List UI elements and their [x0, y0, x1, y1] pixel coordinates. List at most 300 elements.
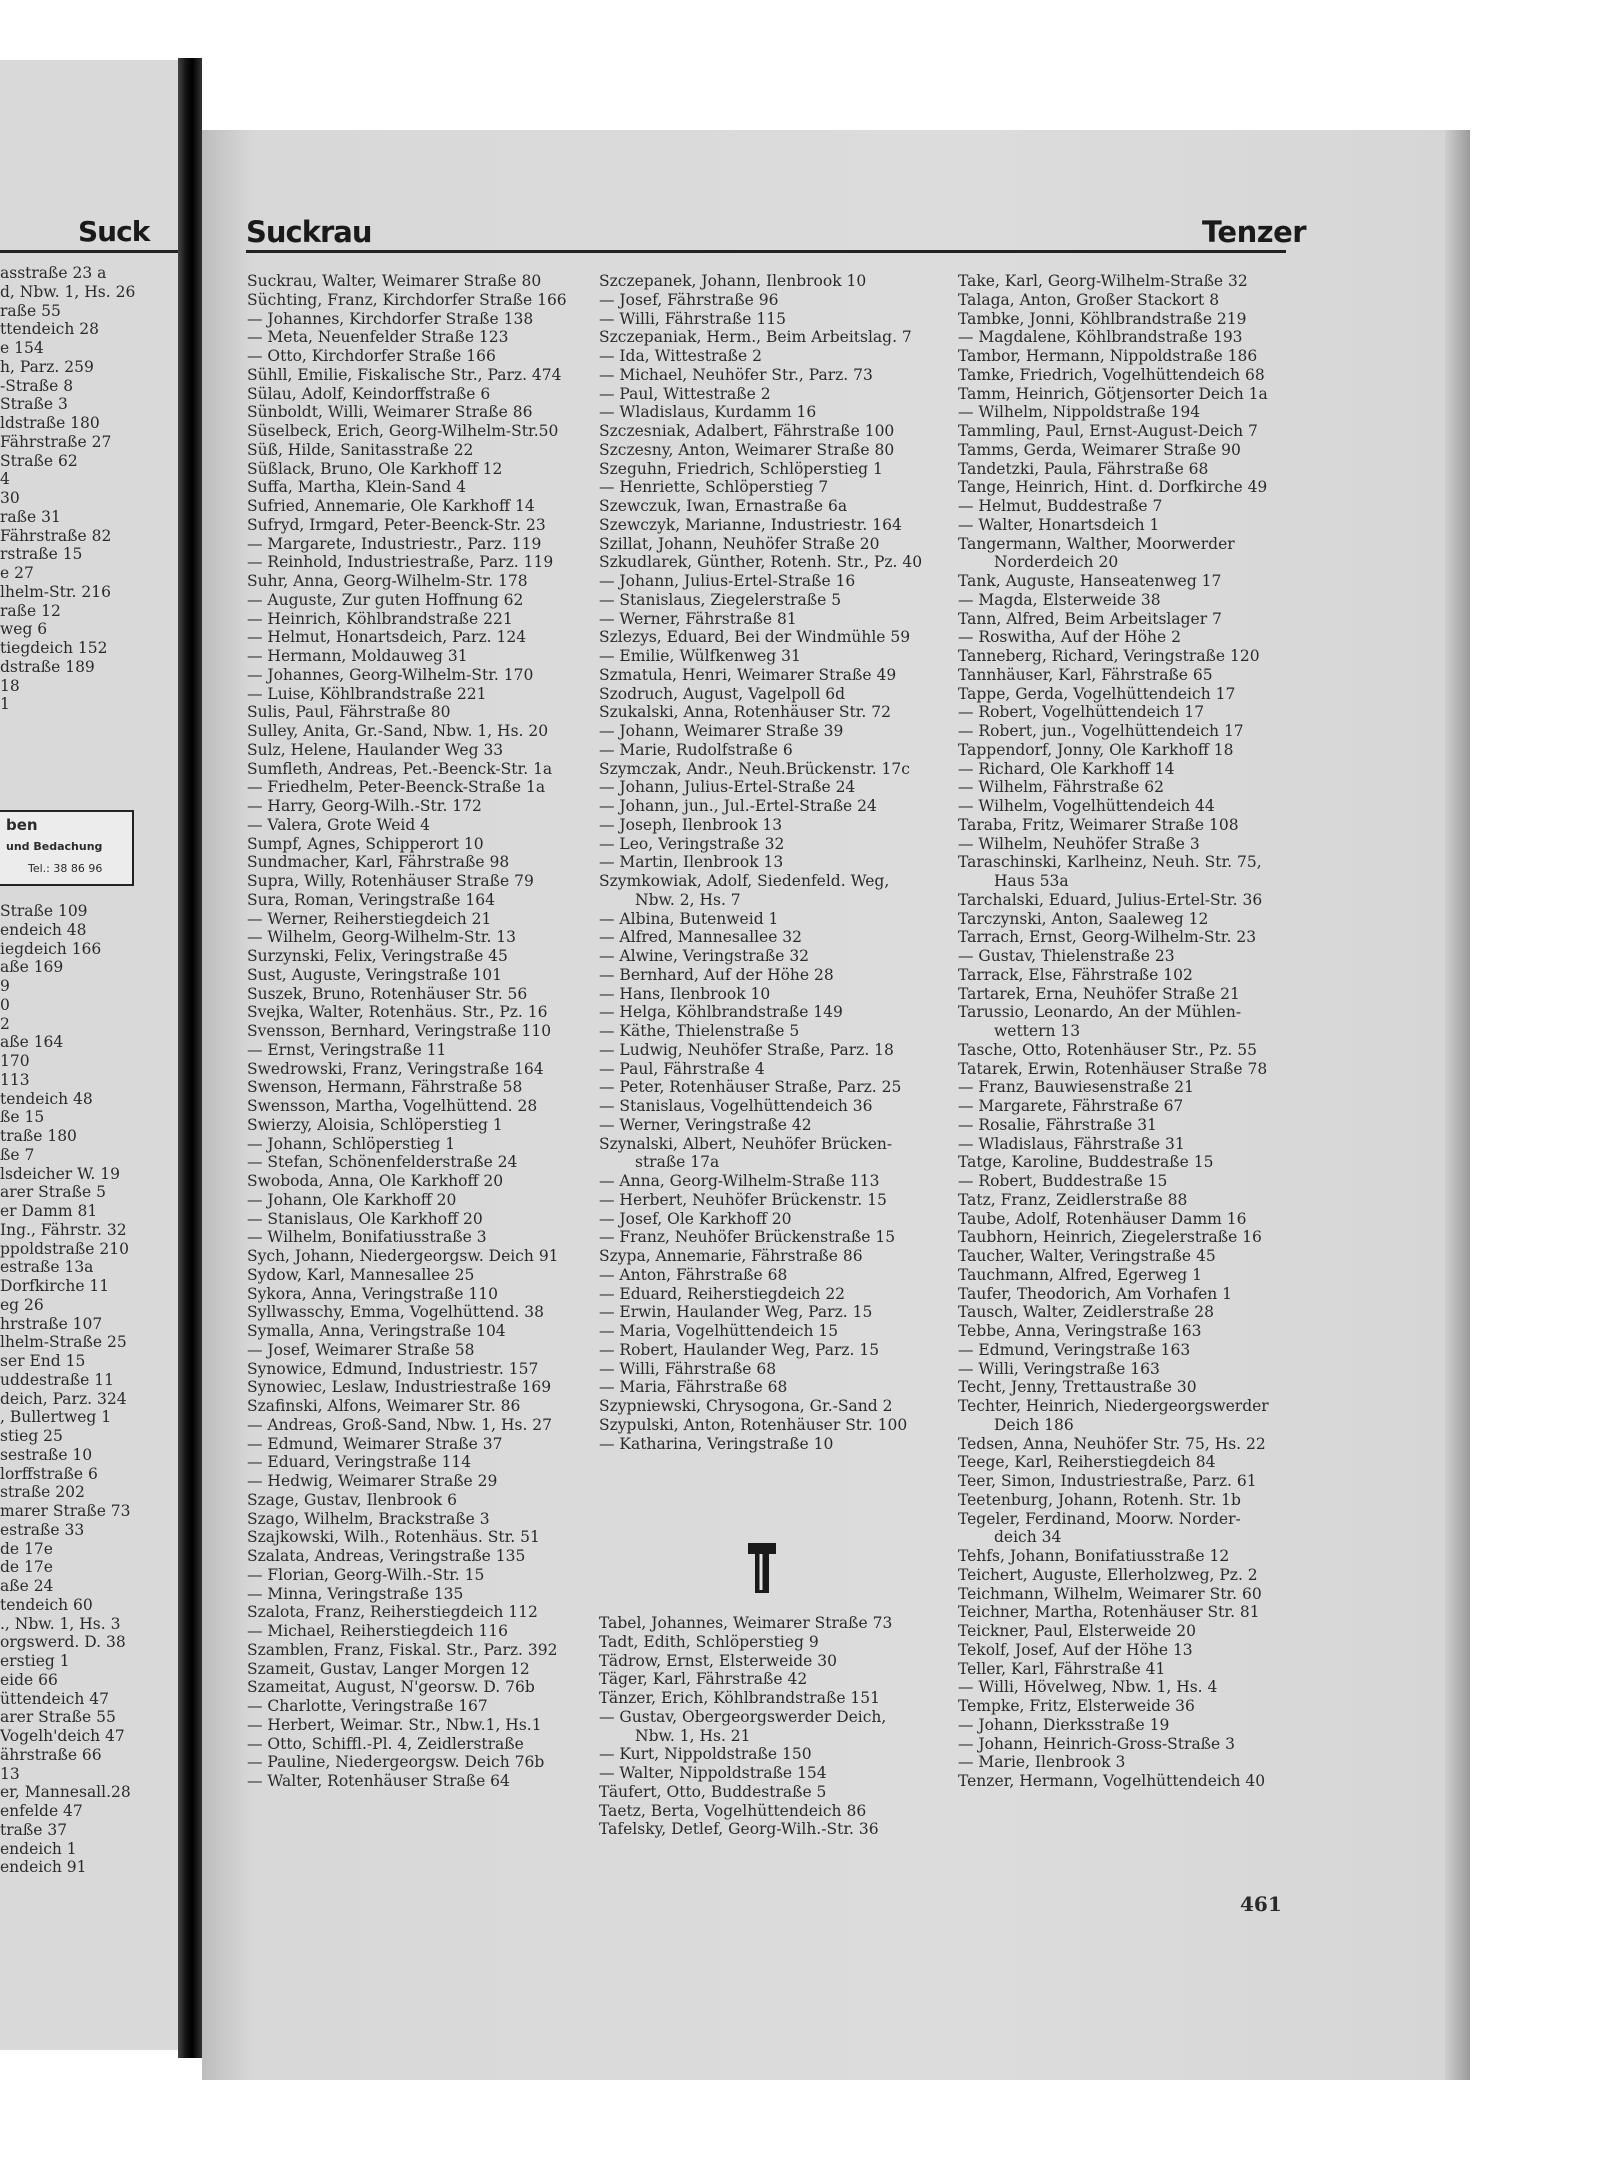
directory-entry: 13: [0, 1764, 20, 1783]
directory-entry: — Magdalene, Köhlbrandstraße 193: [958, 328, 1243, 347]
directory-entry: Sühll, Emilie, Fiskalische Str., Parz. 474: [247, 365, 562, 384]
directory-entry: aße 169: [0, 958, 64, 977]
directory-entry: Tenzer, Hermann, Vogelhüttendeich 40: [958, 1772, 1266, 1790]
directory-entry: — Johann, jun., Jul.-Ertel-Straße 24: [599, 797, 877, 815]
directory-entry: Szlezys, Eduard, Bei der Windmühle 59: [599, 628, 911, 647]
directory-entry: Süßlack, Bruno, Ole Karkhoff 12: [247, 459, 503, 478]
directory-entry: Teichert, Auguste, Ellerholzweg, Pz. 2: [958, 1565, 1258, 1584]
directory-entry: — Harry, Georg-Wilh.-Str. 172: [247, 797, 482, 815]
directory-entry: — Alfred, Mannesallee 32: [599, 928, 803, 947]
directory-entry: ttendeich 28: [0, 320, 99, 339]
directory-entry: eg 26: [0, 1295, 44, 1314]
directory-entry: — Herbert, Weimar. Str., Nbw.1, Hs.1: [247, 1715, 542, 1734]
advertisement-box: [0, 810, 134, 886]
directory-entry: 9: [0, 977, 10, 995]
directory-entry: — Eduard, Reiherstiegdeich 22: [599, 1284, 846, 1303]
directory-entry: Tange, Heinrich, Hint. d. Dorfkirche 49: [958, 478, 1268, 497]
directory-entry: — Luise, Köhlbrandstraße 221: [247, 684, 487, 703]
directory-entry: — Walter, Honartsdeich 1: [958, 515, 1160, 534]
directory-entry: — Margarete, Fährstraße 67: [958, 1097, 1184, 1115]
directory-entry: — Reinhold, Industriestraße, Parz. 119: [247, 553, 554, 572]
directory-entry: dstraße 189: [0, 657, 95, 676]
directory-entry: Szamblen, Franz, Fiskal. Str., Parz. 392: [247, 1640, 558, 1659]
directory-entry: ., Nbw. 1, Hs. 3: [0, 1614, 121, 1633]
directory-entry: Tappe, Gerda, Vogelhüttendeich 17: [958, 684, 1236, 703]
directory-entry: ße 7: [0, 1145, 35, 1164]
directory-entry: Tekolf, Josef, Auf der Höhe 13: [958, 1640, 1193, 1659]
directory-entry: Dorfkirche 11: [0, 1277, 110, 1295]
directory-entry: — Walter, Nippoldstraße 154: [599, 1764, 827, 1782]
directory-entry: — Ludwig, Neuhöfer Straße, Parz. 18: [599, 1040, 894, 1059]
directory-entry: enfelde 47: [0, 1802, 83, 1820]
directory-entry: Tasche, Otto, Rotenhäuser Str., Pz. 55: [958, 1040, 1257, 1059]
directory-entry: Tarchalski, Eduard, Julius-Ertel-Str. 36: [958, 890, 1263, 909]
directory-entry: Szypniewski, Chrysogona, Gr.-Sand 2: [599, 1397, 893, 1415]
directory-entry: Tandetzki, Paula, Fährstraße 68: [958, 459, 1209, 478]
directory-entry: — Käthe, Thielenstraße 5: [599, 1022, 800, 1040]
directory-entry: Suffa, Martha, Klein-Sand 4: [247, 478, 466, 497]
directory-entry: Szajkowski, Wilh., Rotenhäus. Str. 51: [247, 1528, 540, 1547]
directory-entry: Teege, Karl, Reiherstiegdeich 84: [958, 1453, 1216, 1472]
section-letter-t-text: T: [747, 1542, 748, 1543]
directory-entry: — Otto, Schiffl.-Pl. 4, Zeidlerstraße: [247, 1734, 524, 1753]
directory-entry: Tann, Alfred, Beim Arbeitslager 7: [958, 609, 1222, 628]
directory-entry: traße 37: [0, 1820, 68, 1839]
directory-entry: — Wladislaus, Fährstraße 31: [958, 1134, 1185, 1153]
directory-entry: — Wilhelm, Georg-Wilhelm-Str. 13: [247, 928, 517, 947]
directory-entry: — Roswitha, Auf der Höhe 2: [958, 628, 1181, 647]
directory-entry: — Marie, Rudolfstraße 6: [599, 740, 793, 759]
directory-entry: Szameitat, August, N'georsw. D. 76b: [247, 1678, 535, 1697]
directory-entry: Swenson, Hermann, Fährstraße 58: [247, 1078, 523, 1097]
advertisement-subtitle: und Bedachung: [6, 840, 103, 853]
directory-entry: — Michael, Reiherstiegdeich 116: [247, 1622, 508, 1640]
directory-entry: — Minna, Veringstraße 135: [247, 1584, 464, 1603]
directory-entry: — Stefan, Schönenfelderstraße 24: [247, 1153, 518, 1172]
directory-entry: Sufryd, Irmgard, Peter-Beenck-Str. 23: [247, 515, 546, 534]
directory-entry: Tarussio, Leonardo, An der Mühlen-: [958, 1003, 1242, 1022]
directory-entry: Techt, Jenny, Trettaustraße 30: [958, 1378, 1197, 1397]
directory-entry: — Ida, Wittestraße 2: [599, 347, 762, 365]
page-number: 461: [1240, 1892, 1282, 1916]
directory-entry: Sych, Johann, Niedergeorgsw. Deich 91: [247, 1247, 559, 1265]
directory-entry: — Johann, Schlöperstieg 1: [247, 1134, 456, 1153]
directory-entry: Täger, Karl, Fährstraße 42: [599, 1670, 808, 1689]
directory-entry: Tambor, Hermann, Nippoldstraße 186: [958, 347, 1258, 365]
directory-entry: — Bernhard, Auf der Höhe 28: [599, 965, 834, 984]
directory-entry: weg 6: [0, 620, 48, 639]
directory-entry: — Alwine, Veringstraße 32: [599, 947, 810, 965]
directory-entry: Szczesny, Anton, Weimarer Straße 80: [599, 440, 895, 459]
directory-entry: Szillat, Johann, Neuhöfer Straße 20: [599, 534, 880, 553]
directory-entry: Nbw. 1, Hs. 21: [635, 1726, 751, 1745]
directory-entry: Swierzy, Aloisia, Schlöperstieg 1: [247, 1115, 503, 1134]
directory-column-3: [958, 272, 1288, 1791]
previous-page-entries-upper: [0, 264, 175, 714]
directory-entry: 18: [0, 676, 20, 695]
directory-entry: — Johann, Julius-Ertel-Straße 24: [599, 778, 856, 797]
directory-entry: Fährstraße 82: [0, 526, 112, 545]
header-rule: [246, 250, 1286, 253]
directory-entry: endeich 1: [0, 1839, 77, 1858]
directory-entry: — Otto, Kirchdorfer Straße 166: [247, 347, 496, 365]
directory-entry: Sulz, Helene, Haulander Weg 33: [247, 740, 504, 759]
directory-entry: Szewczyk, Marianne, Industriestr. 164: [599, 515, 902, 534]
directory-entry: — Pauline, Niedergeorgsw. Deich 76b: [247, 1753, 545, 1772]
directory-entry: straße 17a: [635, 1153, 720, 1172]
directory-entry: Szage, Gustav, Ilenbrook 6: [247, 1490, 457, 1509]
directory-entry: Taraschinski, Karlheinz, Neuh. Str. 75,: [958, 853, 1262, 872]
directory-entry: Szypa, Annemarie, Fährstraße 86: [599, 1247, 863, 1265]
directory-entry: — Erwin, Haulander Weg, Parz. 15: [599, 1303, 873, 1322]
directory-entry: raße 31: [0, 507, 61, 526]
directory-entry: Taucher, Walter, Veringstraße 45: [958, 1247, 1216, 1265]
running-header-right: Tenzer: [1202, 215, 1307, 249]
previous-page-header-rule: [0, 250, 178, 253]
directory-entry: Szczepanek, Johann, Ilenbrook 10: [599, 272, 867, 290]
directory-entry: — Valera, Grote Weid 4: [247, 815, 431, 834]
directory-entry: — Leo, Veringstraße 32: [599, 834, 785, 853]
directory-entry: — Willi, Fährstraße 115: [599, 309, 786, 328]
directory-entry: — Stanislaus, Ole Karkhoff 20: [247, 1209, 483, 1228]
book-binding: [178, 58, 202, 2058]
directory-entry: 170: [0, 1052, 30, 1070]
directory-entry: — Stanislaus, Vogelhüttendeich 36: [599, 1097, 873, 1115]
directory-entry: — Wilhelm, Nippoldstraße 194: [958, 403, 1201, 422]
directory-entry: — Gustav, Thielenstraße 23: [958, 947, 1175, 965]
advertisement-phone: Tel.: 38 86 96: [28, 862, 103, 875]
directory-entry: — Richard, Ole Karkhoff 14: [958, 759, 1175, 778]
directory-entry: e 154: [0, 339, 44, 357]
directory-entry: Taufer, Theodorich, Am Vorhafen 1: [958, 1284, 1233, 1303]
directory-entry: arer Straße 5: [0, 1183, 106, 1202]
directory-entry: Vogelh'deich 47: [0, 1727, 125, 1745]
directory-entry: — Florian, Georg-Wilh.-Str. 15: [247, 1565, 485, 1584]
directory-entry: de 17e: [0, 1539, 53, 1558]
directory-entry: Tedsen, Anna, Neuhöfer Str. 75, Hs. 22: [958, 1434, 1266, 1453]
directory-entry: iegdeich 166: [0, 939, 102, 958]
directory-entry: — Willi, Fährstraße 68: [599, 1359, 777, 1378]
directory-entry: Teller, Karl, Fährstraße 41: [958, 1659, 1166, 1678]
directory-entry: Tambke, Jonni, Köhlbrandstraße 219: [958, 309, 1247, 328]
directory-entry: tendeich 48: [0, 1089, 93, 1108]
directory-entry: 2: [0, 1014, 10, 1033]
directory-entry: Supra, Willy, Rotenhäuser Straße 79: [247, 872, 534, 890]
directory-entry: Szameit, Gustav, Langer Morgen 12: [247, 1659, 530, 1678]
directory-entry: 0: [0, 995, 10, 1014]
directory-entry: Tappendorf, Jonny, Ole Karkhoff 18: [958, 740, 1234, 759]
directory-entry: deich 34: [994, 1528, 1062, 1547]
directory-entry: — Robert, Vogelhüttendeich 17: [958, 703, 1205, 722]
directory-entry: Sünboldt, Willi, Weimarer Straße 86: [247, 403, 533, 422]
directory-entry: Teetenburg, Johann, Rotenh. Str. 1b: [958, 1490, 1241, 1509]
directory-entry: Swedrowski, Franz, Veringstraße 164: [247, 1059, 544, 1078]
directory-entry: Tehfs, Johann, Bonifatiusstraße 12: [958, 1547, 1230, 1565]
directory-entry: Teichner, Martha, Rotenhäuser Str. 81: [958, 1603, 1260, 1622]
directory-entry: Szymczak, Andr., Neuh.Brückenstr. 17c: [599, 759, 910, 778]
directory-entry: Tamm, Heinrich, Götjensorter Deich 1a: [958, 384, 1268, 403]
directory-entry: Straße 62: [0, 451, 78, 470]
directory-entry: aße 164: [0, 1033, 64, 1052]
directory-entry: ldstraße 180: [0, 414, 100, 432]
directory-entry: Tangermann, Walther, Moorwerder: [958, 534, 1235, 553]
directory-entry: — Charlotte, Veringstraße 167: [247, 1697, 488, 1715]
directory-entry: Tatge, Karoline, Buddestraße 15: [958, 1153, 1214, 1172]
directory-entry: 4: [0, 470, 10, 489]
directory-entry: Tegeler, Ferdinand, Moorw. Norder-: [958, 1509, 1241, 1528]
directory-entry: Fährstraße 27: [0, 432, 112, 451]
directory-entry: Tempke, Fritz, Elsterweide 36: [958, 1697, 1195, 1715]
directory-entry: lorffstraße 6: [0, 1464, 98, 1483]
directory-entry: Nbw. 2, Hs. 7: [635, 890, 741, 909]
advertisement-title: ben: [6, 816, 38, 834]
directory-entry: traße 180: [0, 1127, 77, 1145]
directory-entry: Tartarek, Erna, Neuhöfer Straße 21: [958, 984, 1240, 1003]
directory-entry: Szypulski, Anton, Rotenhäuser Str. 100: [599, 1415, 908, 1434]
directory-entry: er Damm 81: [0, 1202, 98, 1220]
directory-entry: — Josef, Ole Karkhoff 20: [599, 1209, 792, 1228]
directory-entry: Norderdeich 20: [994, 553, 1119, 572]
directory-entry: Tarrack, Else, Fährstraße 102: [958, 965, 1193, 984]
directory-entry: Szeguhn, Friedrich, Schlöperstieg 1: [599, 459, 883, 478]
directory-entry: — Edmund, Veringstraße 163: [958, 1340, 1191, 1359]
directory-entry: Tamke, Friedrich, Vogelhüttendeich 68: [958, 365, 1265, 384]
directory-entry: endeich 48: [0, 920, 87, 939]
directory-entry: Sykora, Anna, Veringstraße 110: [247, 1284, 498, 1303]
directory-entry: üttendeich 47: [0, 1689, 109, 1708]
directory-entry: — Maria, Vogelhüttendeich 15: [599, 1322, 839, 1340]
directory-entry: Suhr, Anna, Georg-Wilhelm-Str. 178: [247, 572, 528, 590]
directory-entry: Tank, Auguste, Hanseatenweg 17: [958, 572, 1222, 590]
directory-entry: Szewczuk, Iwan, Ernastraße 6a: [599, 497, 848, 515]
directory-entry: — Franz, Neuhöfer Brückenstraße 15: [599, 1228, 896, 1247]
directory-entry: marer Straße 73: [0, 1502, 131, 1520]
directory-entry: Teer, Simon, Industriestraße, Parz. 61: [958, 1472, 1257, 1490]
directory-entry: Süselbeck, Erich, Georg-Wilhelm-Str.50: [247, 422, 559, 440]
directory-entry: Szalata, Andreas, Veringstraße 135: [247, 1547, 526, 1565]
directory-entry: — Anna, Georg-Wilhelm-Straße 113: [599, 1172, 880, 1190]
directory-entry: — Robert, Buddestraße 15: [958, 1172, 1168, 1190]
directory-entry: erstieg 1: [0, 1652, 70, 1670]
directory-entry: Suszek, Bruno, Rotenhäuser Str. 56: [247, 984, 528, 1003]
directory-entry: — Johann, Heinrich-Gross-Straße 3: [958, 1734, 1235, 1753]
directory-entry: — Paul, Fährstraße 4: [599, 1059, 765, 1078]
directory-entry: raße 55: [0, 301, 61, 320]
directory-entry: uddestraße 11: [0, 1370, 115, 1389]
directory-entry: estraße 33: [0, 1520, 85, 1539]
directory-entry: — Helga, Köhlbrandstraße 149: [599, 1003, 843, 1022]
directory-entry: — Johann, Dierksstraße 19: [958, 1715, 1170, 1734]
directory-entry: lhelm-Str. 216: [0, 582, 111, 601]
directory-entry: Szafinski, Alfons, Weimarer Str. 86: [247, 1397, 521, 1415]
directory-entry: Tanneberg, Richard, Veringstraße 120: [958, 647, 1260, 665]
directory-entry: — Henriette, Schlöperstieg 7: [599, 478, 829, 497]
directory-entry: — Magda, Elsterweide 38: [958, 590, 1161, 609]
directory-entry: Sulis, Paul, Fährstraße 80: [247, 703, 451, 722]
directory-entry: — Herbert, Neuhöfer Brückenstr. 15: [599, 1190, 887, 1209]
directory-entry: ße 15: [0, 1108, 45, 1127]
directory-entry: hrstraße 107: [0, 1314, 103, 1333]
directory-entry: — Johannes, Georg-Wilhelm-Str. 170: [247, 665, 534, 684]
directory-entry: ppoldstraße 210: [0, 1239, 129, 1258]
directory-entry: — Peter, Rotenhäuser Straße, Parz. 25: [599, 1078, 902, 1097]
directory-entry: Tatz, Franz, Zeidlerstraße 88: [958, 1190, 1188, 1209]
directory-entry: — Edmund, Weimarer Straße 37: [247, 1434, 503, 1453]
directory-entry: Täufert, Otto, Buddestraße 5: [599, 1782, 827, 1801]
previous-page-fragment: [0, 60, 178, 2050]
directory-entry: — Albina, Butenweid 1: [599, 909, 779, 928]
directory-entry: Szczepaniak, Herm., Beim Arbeitslag. 7: [599, 328, 912, 347]
directory-entry: — Auguste, Zur guten Hoffnung 62: [247, 590, 524, 609]
directory-entry: tiegdeich 152: [0, 639, 108, 657]
directory-entry: Sülau, Adolf, Keindorffstraße 6: [247, 384, 491, 403]
directory-entry: Tausch, Walter, Zeidlerstraße 28: [958, 1303, 1214, 1322]
directory-entry: endeich 91: [0, 1858, 87, 1877]
directory-entry: Szodruch, August, Vagelpoll 6d: [599, 684, 846, 703]
directory-entry: Teichmann, Wilhelm, Weimarer Str. 60: [958, 1584, 1262, 1603]
directory-entry: — Josef, Fährstraße 96: [599, 290, 779, 309]
directory-entry: Tammling, Paul, Ernst-August-Deich 7: [958, 422, 1258, 440]
directory-entry: Taraba, Fritz, Weimarer Straße 108: [958, 815, 1239, 834]
directory-entry: — Martin, Ilenbrook 13: [599, 853, 784, 872]
directory-entry: — Werner, Veringstraße 42: [599, 1115, 812, 1134]
directory-entry: 30: [0, 489, 20, 507]
directory-column-1: [247, 272, 587, 1791]
directory-entry: — Johann, Julius-Ertel-Straße 16: [599, 572, 856, 590]
directory-entry: Sura, Roman, Veringstraße 164: [247, 890, 495, 909]
directory-entry: Taube, Adolf, Rotenhäuser Damm 16: [958, 1209, 1247, 1228]
directory-entry: Teickner, Paul, Elsterweide 20: [958, 1622, 1197, 1640]
directory-entry: — Michael, Neuhöfer Str., Parz. 73: [599, 365, 873, 384]
directory-entry: Sust, Auguste, Veringstraße 101: [247, 965, 503, 984]
directory-entry: — Johann, Ole Karkhoff 20: [247, 1190, 457, 1209]
directory-entry: Swensson, Martha, Vogelhüttend. 28: [247, 1097, 538, 1115]
directory-entry: Sydow, Karl, Mannesallee 25: [247, 1265, 475, 1284]
directory-entry: — Eduard, Veringstraße 114: [247, 1453, 472, 1472]
directory-entry: — Hedwig, Weimarer Straße 29: [247, 1472, 498, 1490]
directory-entry: tendeich 60: [0, 1595, 93, 1614]
directory-entry: — Wilhelm, Bonifatiusstraße 3: [247, 1228, 487, 1247]
directory-entry: — Wilhelm, Vogelhüttendeich 44: [958, 797, 1215, 815]
directory-entry: — Heinrich, Köhlbrandstraße 221: [247, 609, 513, 628]
directory-entry: — Gustav, Obergeorgswerder Deich,: [599, 1707, 887, 1726]
directory-entry: Symalla, Anna, Veringstraße 104: [247, 1322, 506, 1340]
directory-entry: — Werner, Reiherstiegdeich 21: [247, 909, 492, 928]
directory-entry: — Anton, Fährstraße 68: [599, 1265, 788, 1284]
directory-entry: — Johann, Weimarer Straße 39: [599, 722, 844, 740]
directory-entry: Szczesniak, Adalbert, Fährstraße 100: [599, 422, 895, 440]
directory-entry: Tamms, Gerda, Weimarer Straße 90: [958, 440, 1241, 459]
directory-entry: Szalota, Franz, Reiherstiegdeich 112: [247, 1603, 538, 1622]
directory-entry: raße 12: [0, 601, 61, 620]
directory-entry: Tadt, Edith, Schlöperstieg 9: [599, 1632, 819, 1651]
directory-entry: h, Parz. 259: [0, 357, 94, 376]
directory-entry: eide 66: [0, 1670, 58, 1689]
directory-entry: — Hans, Ilenbrook 10: [599, 984, 771, 1003]
directory-entry: — Katharina, Veringstraße 10: [599, 1434, 834, 1453]
directory-entry: Taetz, Berta, Vogelhüttendeich 86: [599, 1801, 867, 1820]
page-edge-shadow: [1445, 130, 1470, 2080]
directory-entry: Synowiec, Leslaw, Industriestraße 169: [247, 1378, 552, 1397]
directory-entry: Szukalski, Anna, Rotenhäuser Str. 72: [599, 703, 891, 722]
section-letter-t: [747, 1542, 777, 1594]
directory-entry: Haus 53a: [994, 872, 1069, 890]
directory-entry: — Paul, Wittestraße 2: [599, 384, 771, 403]
directory-entry: Swoboda, Anna, Ole Karkhoff 20: [247, 1172, 504, 1190]
directory-entry: Suckrau, Walter, Weimarer Straße 80: [247, 272, 542, 290]
directory-entry: Szkudlarek, Günther, Rotenh. Str., Pz. 40: [599, 553, 923, 572]
directory-entry: — Hermann, Moldauweg 31: [247, 647, 468, 665]
directory-entry: er, Mannesall.28: [0, 1783, 131, 1802]
directory-column-2: [599, 272, 939, 1453]
directory-entry: Süß, Hilde, Sanitasstraße 22: [247, 440, 474, 459]
directory-entry: Svensson, Bernhard, Veringstraße 110: [247, 1022, 552, 1040]
directory-entry: — Helmut, Buddestraße 7: [958, 497, 1163, 515]
directory-entry: Sufried, Annemarie, Ole Karkhoff 14: [247, 497, 535, 515]
directory-entry: — Maria, Fährstraße 68: [599, 1378, 788, 1397]
directory-entry: Take, Karl, Georg-Wilhelm-Straße 32: [958, 272, 1248, 290]
directory-entry: — Stanislaus, Ziegelerstraße 5: [599, 590, 842, 609]
directory-entry: — Willi, Veringstraße 163: [958, 1359, 1160, 1378]
directory-entry: Sulley, Anita, Gr.-Sand, Nbw. 1, Hs. 20: [247, 722, 549, 740]
directory-entry: arer Straße 55: [0, 1708, 116, 1727]
directory-entry: Surzynski, Felix, Veringstraße 45: [247, 947, 508, 965]
directory-entry: Deich 186: [994, 1415, 1074, 1434]
directory-entry: Sumpf, Agnes, Schipperort 10: [247, 834, 484, 853]
directory-entry: Straße 3: [0, 395, 68, 414]
directory-entry: Szymkowiak, Adolf, Siedenfeld. Weg,: [599, 872, 890, 890]
directory-entry: straße 202: [0, 1483, 85, 1502]
directory-entry: ährstraße 66: [0, 1745, 102, 1764]
directory-entry: — Joseph, Ilenbrook 13: [599, 815, 783, 834]
directory-entry: de 17e: [0, 1558, 53, 1577]
directory-entry: — Robert, Haulander Weg, Parz. 15: [599, 1340, 880, 1359]
running-header-left: Suckrau: [246, 215, 372, 249]
directory-entry: — Wladislaus, Kurdamm 16: [599, 403, 817, 422]
directory-entry: -Straße 8: [0, 376, 74, 395]
directory-entry: estraße 13a: [0, 1258, 94, 1277]
directory-entry: Straße 109: [0, 902, 88, 920]
directory-entry: ser End 15: [0, 1352, 86, 1370]
directory-entry: orgswerd. D. 38: [0, 1633, 126, 1652]
directory-entry: — Ernst, Veringstraße 11: [247, 1040, 447, 1059]
directory-entry: Synowice, Edmund, Industriestr. 157: [247, 1359, 539, 1378]
directory-entry: Tarrach, Ernst, Georg-Wilhelm-Str. 23: [958, 928, 1257, 947]
directory-entry: — Willi, Hövelweg, Nbw. 1, Hs. 4: [958, 1678, 1218, 1697]
directory-entry: Tatarek, Erwin, Rotenhäuser Straße 78: [958, 1059, 1268, 1078]
directory-entry: — Rosalie, Fährstraße 31: [958, 1115, 1157, 1134]
directory-entry: Taubhorn, Heinrich, Ziegelerstraße 16: [958, 1228, 1262, 1247]
directory-entry: Ing., Fährstr. 32: [0, 1220, 127, 1239]
directory-entry: Tabel, Johannes, Weimarer Straße 73: [599, 1614, 893, 1632]
directory-entry: Techter, Heinrich, Niedergeorgswerder: [958, 1397, 1269, 1415]
directory-entry: — Emilie, Wülfkenweg 31: [599, 647, 801, 665]
directory-entry: — Johannes, Kirchdorfer Straße 138: [247, 309, 534, 328]
directory-entry: — Josef, Weimarer Straße 58: [247, 1340, 475, 1359]
directory-entry: Svejka, Walter, Rotenhäus. Str., Pz. 16: [247, 1003, 548, 1022]
directory-entry: wettern 13: [994, 1022, 1081, 1040]
directory-entry: 113: [0, 1070, 30, 1089]
directory-entry: deich, Parz. 324: [0, 1389, 127, 1408]
directory-entry: — Franz, Bauwiesenstraße 21: [958, 1078, 1194, 1097]
directory-entry: — Andreas, Groß-Sand, Nbw. 1, Hs. 27: [247, 1415, 553, 1434]
directory-entry: — Wilhelm, Neuhöfer Straße 3: [958, 834, 1200, 853]
directory-entry: — Meta, Neuenfelder Straße 123: [247, 328, 509, 347]
directory-entry: Syllwasschy, Emma, Vogelhüttend. 38: [247, 1303, 544, 1322]
directory-entry: — Kurt, Nippoldstraße 150: [599, 1745, 812, 1764]
directory-entry: Tafelsky, Detlef, Georg-Wilh.-Str. 36: [599, 1820, 879, 1839]
directory-entry: — Helmut, Honartsdeich, Parz. 124: [247, 628, 527, 647]
